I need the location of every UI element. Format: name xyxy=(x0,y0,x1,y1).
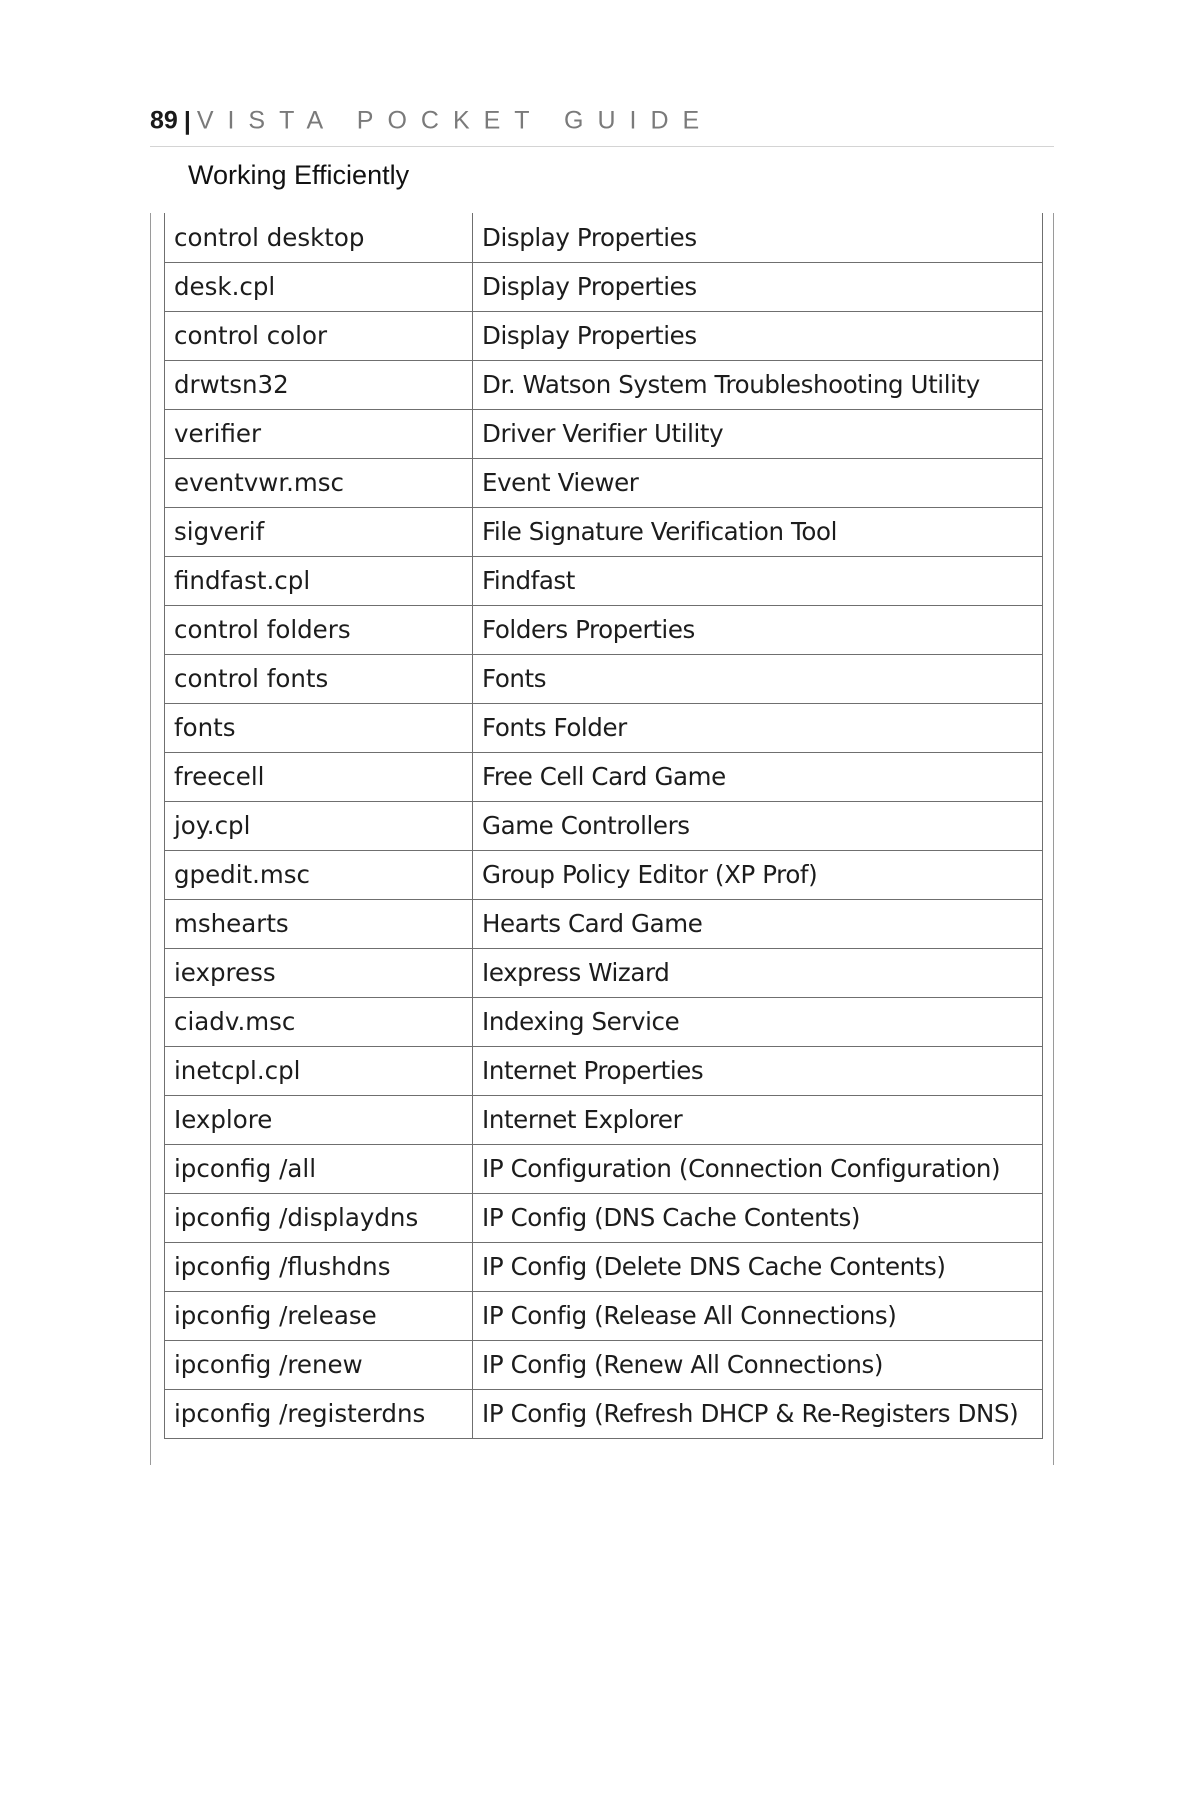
description-cell: Driver Verifier Utility xyxy=(473,409,1043,458)
command-cell: ipconfig /all xyxy=(165,1144,473,1193)
command-cell: eventvwr.msc xyxy=(165,458,473,507)
command-cell: ipconfig /release xyxy=(165,1291,473,1340)
table-row xyxy=(165,654,1043,703)
command-cell: sigverif xyxy=(165,507,473,556)
table-row xyxy=(165,1389,1043,1438)
command-cell: fonts xyxy=(165,703,473,752)
table-row xyxy=(165,262,1043,311)
table-row xyxy=(165,1291,1043,1340)
table-row xyxy=(165,458,1043,507)
description-cell: Fonts xyxy=(473,654,1043,703)
description-cell: Hearts Card Game xyxy=(473,899,1043,948)
table-row xyxy=(165,1046,1043,1095)
command-cell: ipconfig /renew xyxy=(165,1340,473,1389)
description-cell: Free Cell Card Game xyxy=(473,752,1043,801)
command-cell: Iexplore xyxy=(165,1095,473,1144)
description-cell: Display Properties xyxy=(473,311,1043,360)
running-header xyxy=(150,100,1054,147)
command-cell: ciadv.msc xyxy=(165,997,473,1046)
description-cell: File Signature Verification Tool xyxy=(473,507,1043,556)
command-cell: freecell xyxy=(165,752,473,801)
command-cell: joy.cpl xyxy=(165,801,473,850)
command-cell: desk.cpl xyxy=(165,262,473,311)
description-cell: IP Config (Refresh DHCP & Re-Registers DNS) xyxy=(473,1389,1043,1438)
description-cell: Fonts Folder xyxy=(473,703,1043,752)
table-row xyxy=(165,556,1043,605)
command-cell: ipconfig /flushdns xyxy=(165,1242,473,1291)
command-cell: drwtsn32 xyxy=(165,360,473,409)
description-cell: IP Config (Renew All Connections) xyxy=(473,1340,1043,1389)
description-cell: Display Properties xyxy=(473,213,1043,262)
command-cell: control folders xyxy=(165,605,473,654)
description-cell: Display Properties xyxy=(473,262,1043,311)
table-row xyxy=(165,703,1043,752)
table-row xyxy=(165,605,1043,654)
table-row xyxy=(165,1193,1043,1242)
command-cell: control desktop xyxy=(165,213,473,262)
command-cell: mshearts xyxy=(165,899,473,948)
description-cell: Internet Explorer xyxy=(473,1095,1043,1144)
command-cell: inetcpl.cpl xyxy=(165,1046,473,1095)
table-row xyxy=(165,752,1043,801)
description-cell: Group Policy Editor (XP Prof) xyxy=(473,850,1043,899)
description-cell: Iexpress Wizard xyxy=(473,948,1043,997)
table-row xyxy=(165,1144,1043,1193)
description-cell: IP Configuration (Connection Configuration) xyxy=(473,1144,1043,1193)
description-cell: Indexing Service xyxy=(473,997,1043,1046)
command-cell: ipconfig /displaydns xyxy=(165,1193,473,1242)
description-cell: Event Viewer xyxy=(473,458,1043,507)
table-row xyxy=(165,360,1043,409)
table-row xyxy=(165,948,1043,997)
command-cell: ipconfig /registerdns xyxy=(165,1389,473,1438)
description-cell: IP Config (DNS Cache Contents) xyxy=(473,1193,1043,1242)
table-row xyxy=(165,213,1043,262)
description-cell: IP Config (Release All Connections) xyxy=(473,1291,1043,1340)
description-cell: Dr. Watson System Troubleshooting Utility xyxy=(473,360,1043,409)
table-row xyxy=(165,850,1043,899)
page-number: 89 xyxy=(150,106,178,135)
book-title: VISTA POCKET GUIDE xyxy=(196,106,714,135)
table-row xyxy=(165,997,1043,1046)
header-separator: | xyxy=(183,106,191,135)
commands-table-body xyxy=(165,213,1043,1438)
description-cell: Internet Properties xyxy=(473,1046,1043,1095)
commands-table xyxy=(164,213,1043,1439)
table-row xyxy=(165,409,1043,458)
table-row xyxy=(165,1095,1043,1144)
description-cell: IP Config (Delete DNS Cache Contents) xyxy=(473,1242,1043,1291)
command-cell: verifier xyxy=(165,409,473,458)
section-heading: Working Efficiently xyxy=(188,160,410,190)
table-row xyxy=(165,507,1043,556)
command-cell: findfast.cpl xyxy=(165,556,473,605)
command-cell: control fonts xyxy=(165,654,473,703)
command-cell: gpedit.msc xyxy=(165,850,473,899)
description-cell: Findfast xyxy=(473,556,1043,605)
table-row xyxy=(165,1242,1043,1291)
command-cell: iexpress xyxy=(165,948,473,997)
table-row xyxy=(165,801,1043,850)
description-cell: Game Controllers xyxy=(473,801,1043,850)
command-cell: control color xyxy=(165,311,473,360)
description-cell: Folders Properties xyxy=(473,605,1043,654)
table-row xyxy=(165,311,1043,360)
table-row xyxy=(165,899,1043,948)
table-row xyxy=(165,1340,1043,1389)
